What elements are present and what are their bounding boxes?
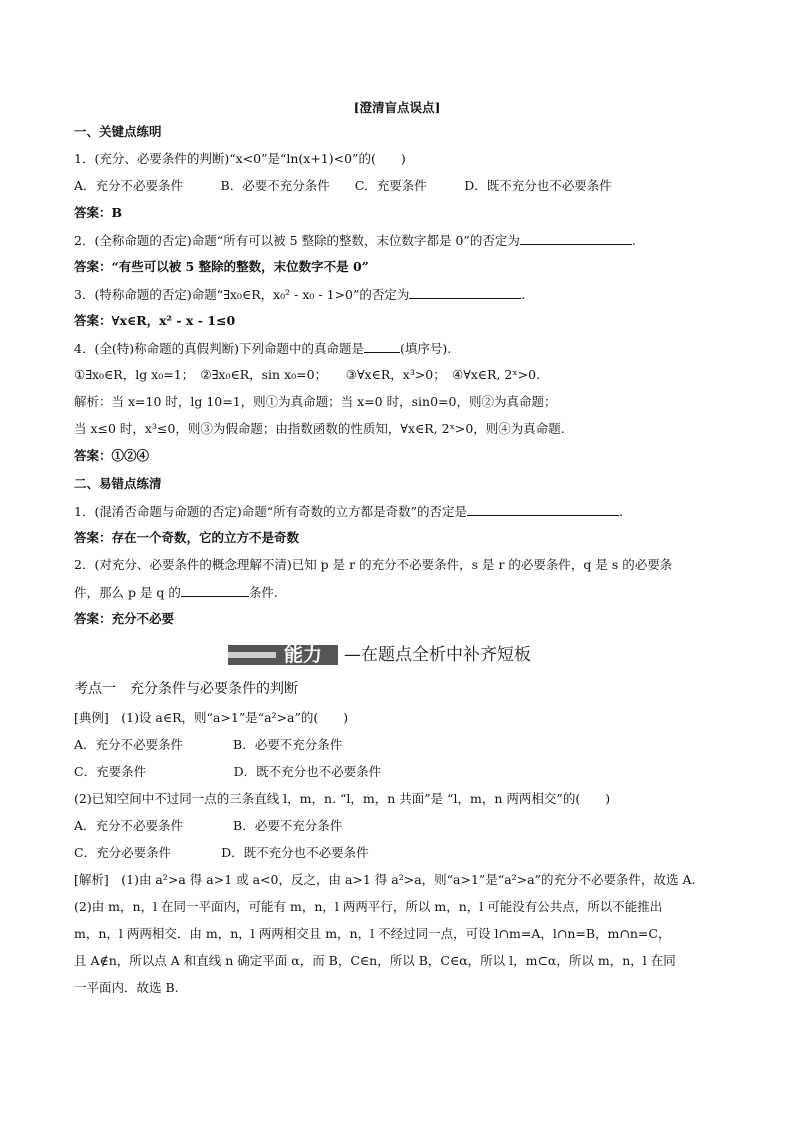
error-question-1: 1．(混淆否命题与命题的否定)命题“所有奇数的立方都是奇数”的否定是 . — [74, 504, 623, 519]
question-4 — [74, 340, 451, 357]
example-1-options-ab: A．充分不必要条件 B．必要不充分条件 — [74, 737, 343, 752]
section-heading-2: 二、易错点练清 — [74, 476, 162, 491]
question-1-options: A．充分不必要条件 B．必要不充分条件 C．充要条件 D．既不充分也不必要条件 — [74, 178, 612, 193]
question-4-options: ①∃x₀∈R，lg x₀=1； ②∃x₀∈R，sin x₀=0； ③∀x∈R，x³>0； ④∀x∈R, 2ˣ>0. — [74, 367, 541, 382]
error-answer-2: 答案：充分不必要 — [74, 611, 175, 626]
error-question-2-line-2 — [74, 584, 278, 601]
question-2: 2．(全称命题的否定)命题“所有可以被 5 整除的整数，末位数字都是 0”的否定为 . — [74, 233, 636, 248]
example-question-2: (2)已知空间中不过同一点的三条直线 l，m，n. “l，m，n 共面”是 “l，m，n 两两相交”的( ) — [74, 791, 611, 806]
solution-line-4: 且 A∉n，所以点 A 和直线 n 确定平面 α，而 B，C∈n，所以 B，C∈α，所以 l，m⊂α，所以 m，n，l 在同 — [74, 953, 676, 968]
answer-3: 答案：∀x∈R，x² - x - 1≤0 — [74, 313, 236, 328]
answer-blank — [181, 584, 249, 597]
banner-bar-highlight — [228, 652, 276, 658]
answer-blank — [520, 232, 632, 245]
example-2-options-cd: C．充分必要条件 D．既不充分也不必要条件 — [74, 845, 369, 860]
question-4-suffix: (填序号). — [399, 341, 452, 356]
answer-blank — [364, 340, 400, 353]
banner-badge: 能力 — [284, 644, 323, 666]
question-3-text: 3．(特称命题的否定)命题“∃x₀∈R，x₀² - x₀ - 1>0”的否定为 — [74, 287, 410, 302]
question-3: 3．(特称命题的否定)命题“∃x₀∈R，x₀² - x₀ - 1>0”的否定为 . — [74, 287, 526, 302]
section-banner — [228, 641, 568, 669]
banner-subtitle: —在题点全析中补齐短板 — [344, 645, 531, 665]
answer-blank — [467, 503, 619, 516]
analysis-4-line-1: 解析：当 x=10 时，lg 10=1，则①为真命题；当 x=0 时，sin0=0，则②为真命题； — [74, 394, 557, 409]
answer-4: 答案：①②④ — [74, 448, 150, 463]
example-question-1: [典例] (1)设 a∈R，则“a>1”是“a²>a”的( ) — [74, 710, 349, 725]
analysis-4-line-2: 当 x≤0 时，x³≤0，则③为假命题；由指数函数的性质知，∀x∈R, 2ˣ>0，则④为真命题. — [74, 421, 565, 436]
error-question-1-text: 1．(混淆否命题与命题的否定)命题“所有奇数的立方都是奇数”的否定是 — [74, 504, 467, 519]
solution-line-2: (2)由 m，n，l 在同一平面内，可能有 m，n，l 两两平行，所以 m，n，l 可能没有公共点，所以不能推出 — [74, 899, 663, 914]
example-2-options-ab: A．充分不必要条件 B．必要不充分条件 — [74, 818, 343, 833]
question-4-text: 4．(全(特)称命题的真假判断)下列命题中的真命题是 — [74, 341, 364, 356]
solution-line-1: [解析] (1)由 a²>a 得 a>1 或 a<0，反之，由 a>1 得 a²>a，则“a>1”是“a²>a”的充分不必要条件，故选 A. — [74, 872, 696, 887]
question-1: 1．(充分、必要条件的判断)“x<0”是“ln(x+1)<0”的( ) — [74, 151, 406, 166]
answer-blank — [409, 286, 521, 299]
example-1-options-cd: C．充要条件 D．既不充分也不必要条件 — [74, 764, 382, 779]
solution-line-3: m，n，l 两两相交．由 m，n，l 两两相交且 m，n，l 不经过同一点，可设 l∩m=A，l∩n=B，m∩n=C， — [74, 926, 671, 941]
answer-2: 答案：“有些可以被 5 整除的整数，末位数字不是 0” — [74, 259, 369, 274]
section-heading-1: 一、关键点练明 — [74, 124, 162, 139]
error-question-2-suffix: 条件. — [248, 585, 278, 600]
answer-1: 答案：B — [74, 205, 123, 220]
solution-line-5: 一平面内．故选 B. — [74, 980, 179, 995]
page-title: [澄清盲点误点] — [353, 100, 441, 115]
question-2-text: 2．(全称命题的否定)命题“所有可以被 5 整除的整数，末位数字都是 0”的否定为 — [74, 233, 520, 248]
error-answer-1: 答案：存在一个奇数，它的立方不是奇数 — [74, 530, 300, 545]
error-question-2-text: 件，那么 p 是 q 的 — [74, 585, 181, 600]
error-question-2-line-1: 2．(对充分、必要条件的概念理解不清)已知 p 是 r 的充分不必要条件，s 是 r 的必要条件，q 是 s 的必要条 — [74, 557, 673, 572]
topic-heading-1: 考点一 充分条件与必要条件的判断 — [74, 681, 298, 697]
